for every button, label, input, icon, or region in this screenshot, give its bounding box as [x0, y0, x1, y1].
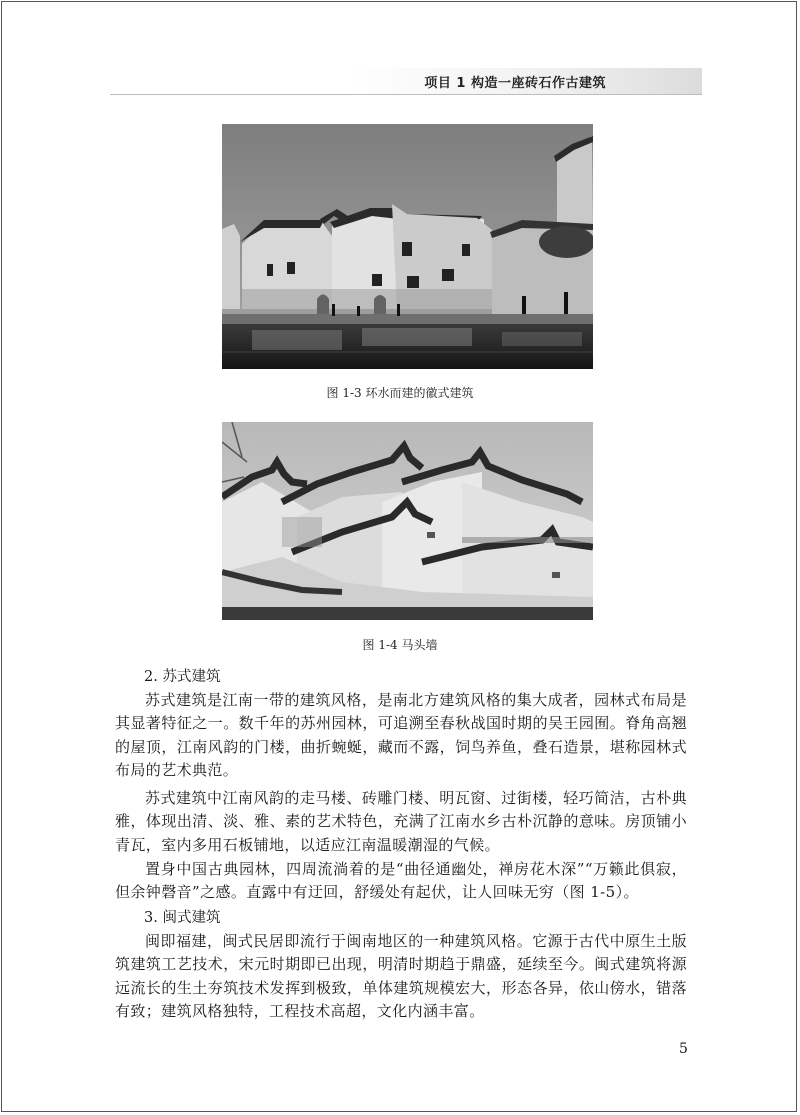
paragraph: 闽即福建，闽式民居即流行于闽南地区的一种建筑风格。它源于古代中原生土版筑建筑工艺技术，宋元时期即已出现，明清时期趋于鼎盛，延续至今。闽式建筑将源远流长的生土夯筑技术发挥到极致，单体建筑规模宏大，形态各异，依山傍水，错落有致；建筑风格独特，工程技术高超，文化内涵丰富。 [115, 932, 687, 1020]
paragraph: 苏式建筑中江南风韵的走马楼、砖雕门楼、明瓦窗、过街楼，轻巧简洁，古朴典雅，体现出清、淡、雅、素的艺术特色，充满了江南水乡古朴沉静的意味。房顶铺小青瓦，室内多用石板铺地，以适应江南温暖潮湿的气候。 [115, 789, 687, 854]
figure-1-4-caption: 图 1-4 马头墙 [362, 638, 438, 652]
section-title-min: 3. 闽式建筑 [144, 910, 221, 926]
header-title: 项目 1 构造一座砖石作古建筑 [424, 76, 606, 91]
figure-1-3-caption: 图 1-3 环水而建的徽式建筑 [326, 386, 474, 400]
running-header [110, 68, 702, 95]
paragraph: 置身中国古典园林，四周流淌着的是“曲径通幽处，禅房花木深”“万籁此俱寂，但余钟磬音”之感。直露中有迂回，舒缓处有起伏，让人回味无穷（图 1-5）。 [115, 860, 687, 902]
page-number: 5 [679, 1041, 688, 1057]
paragraph: 苏式建筑是江南一带的建筑风格，是南北方建筑风格的集大成者，园林式布局是其显著特征之一。数千年的苏州园林，可追溯至春秋战国时期的吴王园囿。脊角高翘的屋顶，江南风韵的门楼，曲折蜿蜒，藏而不露，饲鸟养鱼，叠石造景，堪称园林式布局的艺术典范。 [115, 691, 687, 779]
figure-1-3-photo [222, 124, 593, 369]
figure-1-4-photo [222, 422, 593, 620]
section-title-suzhou: 2. 苏式建筑 [144, 669, 221, 685]
